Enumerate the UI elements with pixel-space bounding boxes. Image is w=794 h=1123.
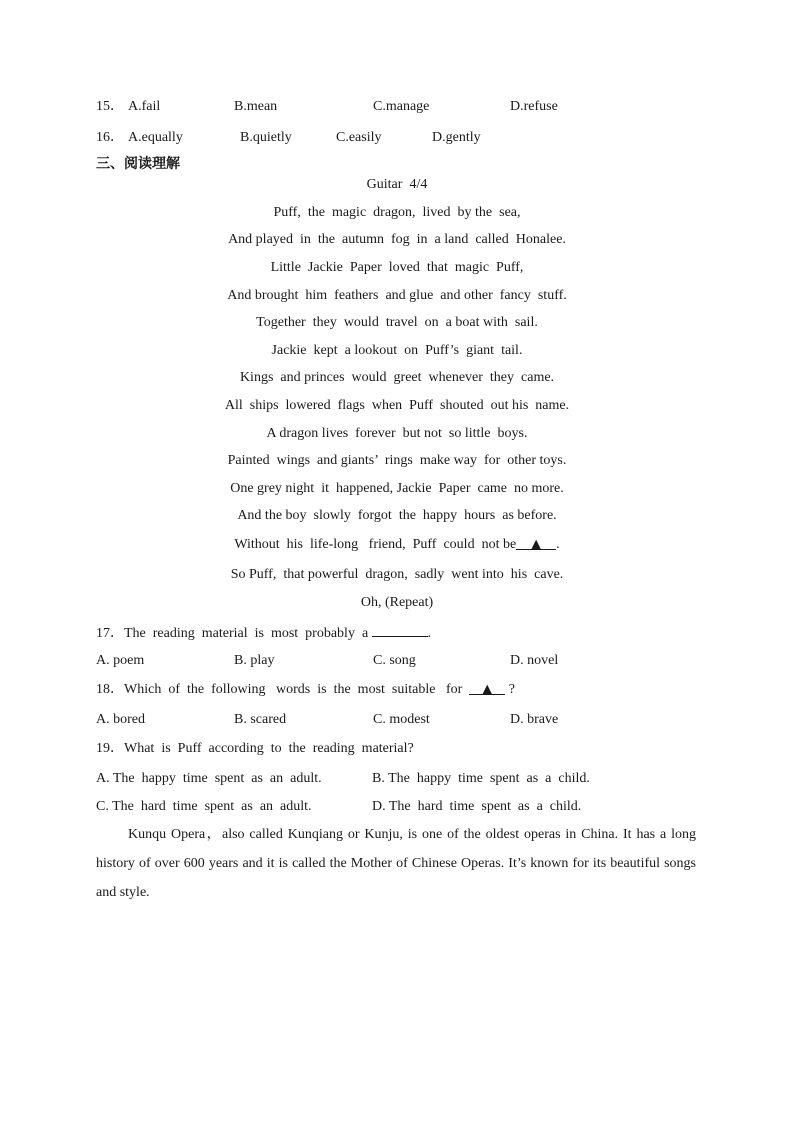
song-line: So Puff, that powerful dragon, sadly went into his cave. bbox=[230, 567, 564, 582]
q16-option-d: D.gently bbox=[432, 130, 481, 145]
q19-stem: 19．What is Puff according to the reading material? bbox=[96, 741, 414, 756]
q17-option-a: A. poem bbox=[96, 653, 145, 668]
q19-option-d: D. The hard time spent as a child. bbox=[372, 799, 582, 814]
q18-end: ? bbox=[505, 682, 516, 697]
song-header: Guitar 4/4 bbox=[366, 177, 428, 192]
q17-option-b: B. play bbox=[234, 653, 275, 668]
song-line: Puff, the magic dragon, lived by the sea, bbox=[273, 205, 521, 220]
song-line: Little Jackie Paper loved that magic Puff, bbox=[270, 260, 524, 275]
kunqu-paragraph: Kunqu Opera，also called Kunqiang or Kunju, is one of the oldest operas in China. It has a long history of over 600 years and it is called the Mother of Chinese Operas. It’s known for its beautiful songs and style. bbox=[96, 827, 696, 900]
q18-option-c: C. modest bbox=[373, 712, 430, 727]
song-line-end: . bbox=[556, 537, 560, 552]
answer-blank bbox=[372, 623, 428, 637]
q18-option-b: B. scared bbox=[234, 712, 287, 727]
q16-number: 16． bbox=[96, 130, 124, 145]
song-line: All ships lowered flags when Puff shouted out his name. bbox=[224, 398, 570, 413]
q17-option-c: C. song bbox=[373, 653, 416, 668]
q18-option-a: A. bored bbox=[96, 712, 145, 727]
triangle-icon: ▲ bbox=[482, 682, 493, 697]
song-line: And played in the autumn fog in a land called Honalee. bbox=[228, 232, 566, 247]
triangle-icon: ▲ bbox=[531, 537, 542, 552]
q19-option-b: B. The happy time spent as a child. bbox=[372, 771, 590, 786]
q17-option-d: D. novel bbox=[510, 653, 559, 668]
q17-end: . bbox=[427, 626, 432, 641]
q18-option-d: D. brave bbox=[510, 712, 559, 727]
song-line: One grey night it happened, Jackie Paper came no more. bbox=[230, 481, 564, 496]
q15-number: 15． bbox=[96, 99, 124, 114]
q16-option-c: C.easily bbox=[336, 130, 382, 145]
q19-option-c: C. The hard time spent as an adult. bbox=[96, 799, 312, 814]
song-line: Jackie kept a lookout on Puff’s giant tail. bbox=[271, 343, 523, 358]
song-line: Oh, (Repeat) bbox=[360, 595, 434, 610]
song-line: Together they would travel on a boat with sail. bbox=[256, 315, 538, 330]
song-line: A dragon lives forever but not so little boys. bbox=[266, 426, 528, 441]
q18-stem bbox=[96, 681, 515, 699]
song-line: Kings and princes would greet whenever they came. bbox=[239, 370, 555, 385]
q15-option-d: D.refuse bbox=[510, 99, 558, 114]
q17-text: 17．The reading material is most probably a bbox=[96, 626, 369, 641]
answer-blank bbox=[469, 681, 505, 695]
answer-blank bbox=[516, 536, 556, 550]
song-line-blank bbox=[0, 536, 794, 554]
song-line: And brought him feathers and glue and other fancy stuff. bbox=[227, 288, 567, 303]
song-line-text: Without his life-long friend, Puff could not be bbox=[234, 537, 517, 552]
q15-option-a: A.fail bbox=[128, 99, 161, 114]
song-line: And the boy slowly forgot the happy hours as before. bbox=[237, 508, 557, 523]
q16-option-b: B.quietly bbox=[240, 130, 292, 145]
q17-stem bbox=[96, 623, 431, 643]
section-title: 三、阅读理解 bbox=[96, 156, 180, 172]
q16-option-a: A.equally bbox=[128, 130, 183, 145]
q15-option-b: B.mean bbox=[234, 99, 278, 114]
q15-option-c: C.manage bbox=[373, 99, 430, 114]
song-line: Painted wings and giants’ rings make way for other toys. bbox=[227, 453, 567, 468]
q19-option-a: A. The happy time spent as an adult. bbox=[96, 771, 322, 786]
q18-text: 18．Which of the following words is the most suitable for bbox=[96, 682, 463, 697]
